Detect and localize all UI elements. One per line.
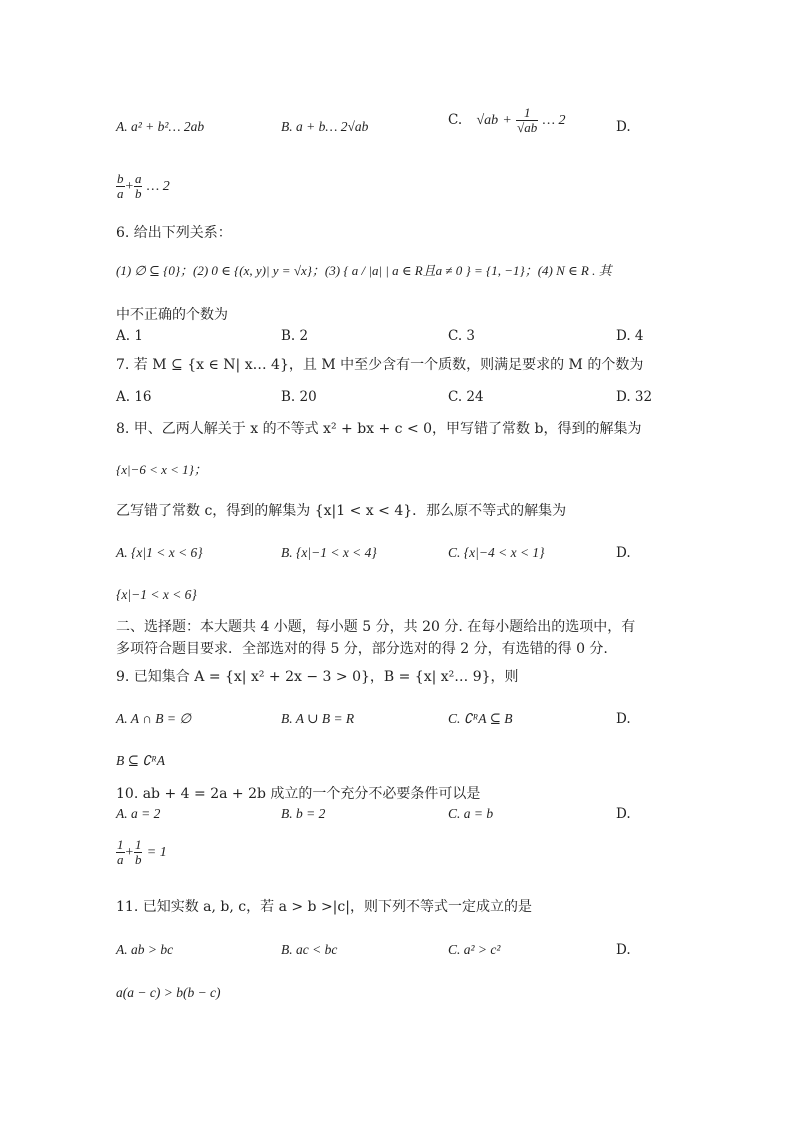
q6-option-a: A. 1 <box>116 328 143 344</box>
q5-option-d-tail: … 2 <box>146 179 170 194</box>
q5-d-frac1 <box>116 172 125 201</box>
q9-option-c: C. ∁ᴿA ⊆ B <box>448 711 513 726</box>
q5-frac-num: 1 <box>516 106 538 121</box>
q7-stem: 7. 若 M ⊆ {x ∈ N| x… 4}，且 M 中至少含有一个质数，则满足要求的 M 的个数为 <box>116 357 644 373</box>
q5-option-d-label: D. <box>616 119 631 135</box>
q7-option-c: C. 24 <box>448 389 484 405</box>
q8-stem: 8. 甲、乙两人解关于 x 的不等式 x² + bx + c < 0，甲写错了常数 b，得到的解集为 <box>116 421 642 437</box>
q10-option-d-tail: = 1 <box>146 845 167 860</box>
q10-stem: 10. ab + 4 = 2a + 2b 成立的一个充分不必要条件可以是 <box>116 786 481 802</box>
q5-option-d: $\frac{b}{a}$ + $\frac{a}{b}$ … 2 <box>117 171 170 201</box>
q5-option-a: A. a² + b²… 2ab <box>116 119 205 134</box>
q8-stem2: 乙写错了常数 c，得到的解集为 {x|1 < x < 4}．那么原不等式的解集为 <box>116 503 567 519</box>
q9-option-b: B. A ∪ B = R <box>281 711 355 726</box>
q7-option-d: D. 32 <box>616 389 653 405</box>
q5-option-c-tail: … 2 <box>542 113 566 128</box>
q6-option-c: C. 3 <box>448 328 476 344</box>
q8-option-d: {x|−1 < x < 6} <box>116 587 197 602</box>
q11-stem: 11. 已知实数 a, b, c，若 a > b >|c|，则下列不等式一定成立的是 <box>116 899 532 915</box>
q7-option-a: A. 16 <box>116 389 152 405</box>
q10-option-b: B. b = 2 <box>281 806 326 821</box>
q6-option-b: B. 2 <box>281 328 309 344</box>
q9-stem: 9. 已知集合 A = {x| x² + 2x − 3 > 0}，B = {x| x²… 9}，则 <box>116 669 519 685</box>
q10-d-frac2-den: b <box>134 852 142 867</box>
q9-option-d: B ⊆ ∁ᴿA <box>116 753 166 768</box>
q11-option-b: B. ac < bc <box>281 942 338 957</box>
q8-option-a: A. {x|1 < x < 6} <box>116 545 203 560</box>
q8-set1: {x|−6 < x < 1}； <box>116 462 207 477</box>
q11-option-c: C. a² > c² <box>448 942 501 957</box>
q8-option-b: B. {x|−1 < x < 4} <box>281 545 377 560</box>
q5-d-frac1-den: a <box>117 186 124 201</box>
q11-option-a: A. ab > bc <box>116 942 174 957</box>
q5-d-frac2-den: b <box>134 186 142 201</box>
q10-d-frac1-num: 1 <box>117 837 124 852</box>
q10-d-frac2 <box>134 838 143 867</box>
q5-d-frac2 <box>134 172 143 201</box>
q6-stem2: 中不正确的个数为 <box>116 307 228 323</box>
q10-option-c: C. a = b <box>448 806 494 821</box>
q5-frac-den: √ab <box>517 120 538 135</box>
q6-items: (1) ∅ ⊆ {0}；(2) 0 ∈ {(x, y)| y = √x}；(3) { a / |a| | a ∈ R且a ≠ 0 } = {1, −1}；(4) N ∈ R . 其 <box>116 263 612 278</box>
section2-line1: 二、选择题：本大题共 4 小题，每小题 5 分，共 20 分. 在每小题给出的选项中，有 <box>116 619 636 635</box>
q8-option-c: C. {x|−4 < x < 1} <box>448 545 545 560</box>
q10-option-d: $\frac{1}{a}$ + $\frac{1}{b}$ = 1 <box>117 837 167 867</box>
q5-option-c-label: C. <box>448 112 463 128</box>
section2-line2: 多项符合题目要求．全部选对的得 5 分，部分选对的得 2 分，有选错的得 0 分. <box>116 641 608 657</box>
q11-option-d-label: D. <box>616 942 631 958</box>
q10-d-frac1-den: a <box>117 852 124 867</box>
q7-option-b: B. 20 <box>281 389 317 405</box>
q9-option-d-label: D. <box>616 711 631 727</box>
q8-option-d-label: D. <box>616 545 631 561</box>
q10-option-d-label: D. <box>616 806 631 822</box>
q10-d-frac1 <box>116 838 125 867</box>
q11-option-d: a(a − c) > b(b − c) <box>116 985 221 1000</box>
q6-stem: 6. 给出下列关系： <box>116 225 232 241</box>
q10-d-frac2-num: 1 <box>134 837 142 852</box>
q5-d-frac2-num: a <box>134 171 142 186</box>
q5-option-b: B. a + b… 2√ab <box>281 119 369 134</box>
q5-fraction <box>516 106 538 135</box>
q5-d-frac1-num: b <box>117 171 124 186</box>
q5-sqrt-ab: √ab <box>476 113 499 128</box>
q6-option-d: D. 4 <box>616 328 644 344</box>
q10-option-a: A. a = 2 <box>116 806 161 821</box>
q9-option-a: A. A ∩ B = ∅ <box>116 711 192 726</box>
q5-option-c: C. √ab + $\frac{1}{√ab}$ … 2 <box>448 105 566 135</box>
